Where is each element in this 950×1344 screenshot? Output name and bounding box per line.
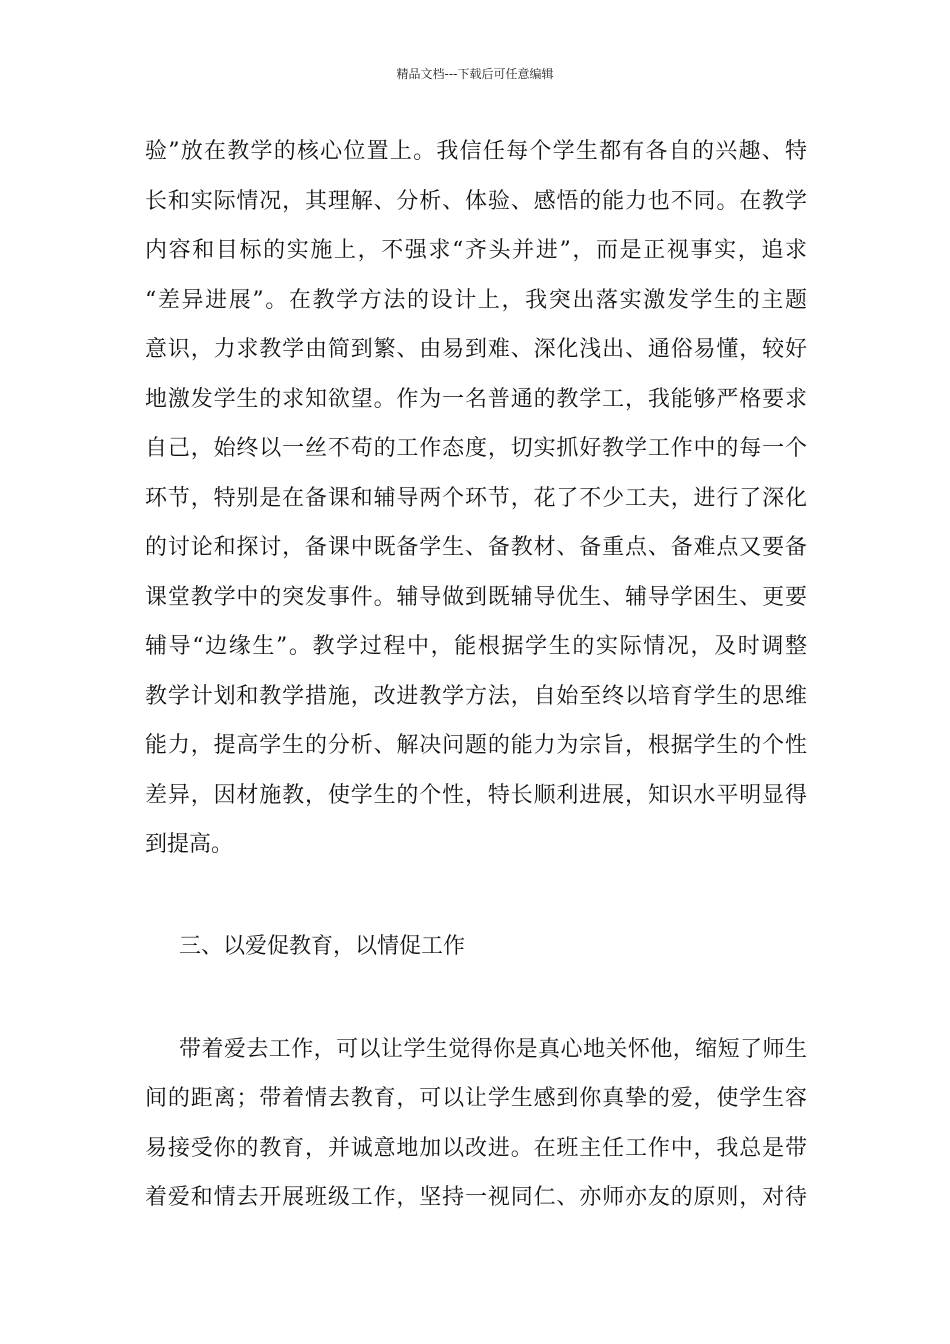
- text-line: 验”放在教学的核心位置上。我信任每个学生都有各自的兴趣、特: [145, 139, 807, 164]
- text-line: 课堂教学中的突发事件。辅导做到既辅导优生、辅导学困生、更要: [145, 585, 807, 610]
- text-line: 教学计划和教学措施，改进教学方法，自始至终以培育学生的思维: [145, 684, 807, 709]
- text-line: 辅导“边缘生”。教学过程中，能根据学生的实际情况，及时调整: [145, 634, 807, 659]
- text-line: 长和实际情况，其理解、分析、体验、感悟的能力也不同。在教学: [145, 189, 807, 214]
- text-line: 能力，提高学生的分析、解决问题的能力为宗旨，根据学生的个性: [145, 733, 807, 758]
- page-header: 精品文档---下载后可任意编辑: [396, 67, 554, 81]
- text-line: 的讨论和探讨，备课中既备学生、备教材、备重点、备难点又要备: [145, 535, 807, 560]
- text-line: 到提高。: [145, 832, 234, 857]
- text-line: 易接受你的教育，并诚意地加以改进。在班主任工作中，我总是带: [145, 1136, 807, 1161]
- text-line: 环节，特别是在备课和辅导两个环节，花了不少工夫，进行了深化: [145, 486, 807, 511]
- text-line: 内容和目标的实施上，不强求“齐头并进”，而是正视事实，追求: [145, 238, 807, 263]
- text-line: 地激发学生的求知欲望。作为一名普通的教学工，我能够严格要求: [145, 387, 807, 412]
- text-line: 自己，始终以一丝不苟的工作态度，切实抓好教学工作中的每一个: [145, 436, 807, 461]
- text-line: 着爱和情去开展班级工作，坚持一视同仁、亦师亦友的原则，对待: [145, 1185, 807, 1210]
- text-line: 带着爱去工作，可以让学生觉得你是真心地关怀他，缩短了师生: [179, 1037, 807, 1062]
- section-heading: 三、以爱促教育，以情促工作: [179, 934, 466, 959]
- text-line: 意识，力求教学由简到繁、由易到难、深化浅出、通俗易懂，较好: [145, 337, 807, 362]
- text-line: “差异进展”。在教学方法的设计上，我突出落实激发学生的主题: [145, 288, 807, 313]
- text-line: 间的距离；带着情去教育，可以让学生感到你真挚的爱，使学生容: [145, 1086, 807, 1111]
- text-line: 差异，因材施教，使学生的个性，特长顺利进展，知识水平明显得: [145, 783, 807, 808]
